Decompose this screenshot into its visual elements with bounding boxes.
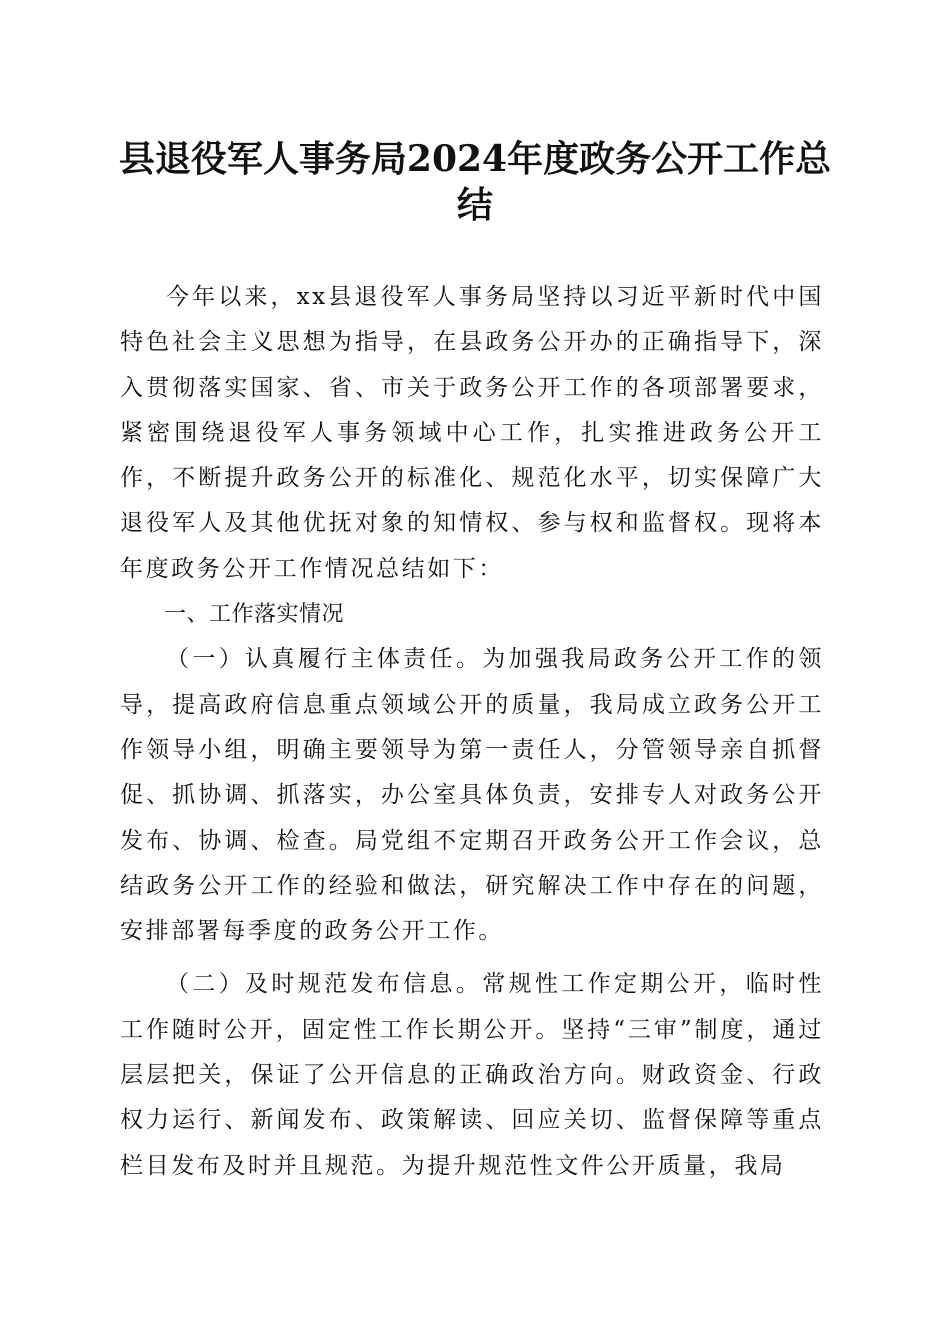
paragraph-gap bbox=[120, 954, 824, 962]
intro-paragraph: 今年以来，xx县退役军人事务局坚持以习近平新时代中国特色社会主义思想为指导，在县政务公开办的正确指导下，深入贯彻落实国家、省、市关于政务公开工作的各项部署要求，紧密围绕退役军人事务领域中心工作，扎实推进政务公开工作，不断提升政务公开的标准化、规范化水平，切实保障广大退役军人及其他优抚对象的知情权、参与权和监督权。现将本年度政务公开工作情况总结如下： bbox=[120, 284, 824, 582]
title-line-1: 县退役军人事务局2024年度政务公开工作总 bbox=[118, 138, 832, 180]
item-paragraph-1: （一）认真履行主体责任。为加强我局政务公开工作的领导，提高政府信息重点领域公开的质量，我局成立政务公开工作领导小组，明确主要领导为第一责任人，分管领导亲自抓督促、抓协调、抓落实，办公室具体负责，安排专人对政务公开发布、协调、检查。局党组不定期召开政务公开工作会议，总结政务公开工作的经验和做法，研究解决工作中存在的问题，安排部署每季度的政务公开工作。 bbox=[120, 646, 824, 945]
title-line-2: 结 bbox=[456, 184, 493, 226]
section-heading-1: 一、工作落实情况 bbox=[164, 602, 345, 628]
document-title bbox=[110, 136, 840, 228]
document-body bbox=[120, 275, 824, 1189]
item-paragraph-2: （二）及时规范发布信息。常规性工作定期公开，临时性工作随时公开，固定性工作长期公开。坚持“三审”制度，通过层层把关，保证了公开信息的正确政治方向。财政资金、行政权力运行、新闻发布、政策解读、回应关切、监督保障等重点栏目发布及时并且规范。为提升规范性文件公开质量，我局 bbox=[120, 971, 824, 1179]
